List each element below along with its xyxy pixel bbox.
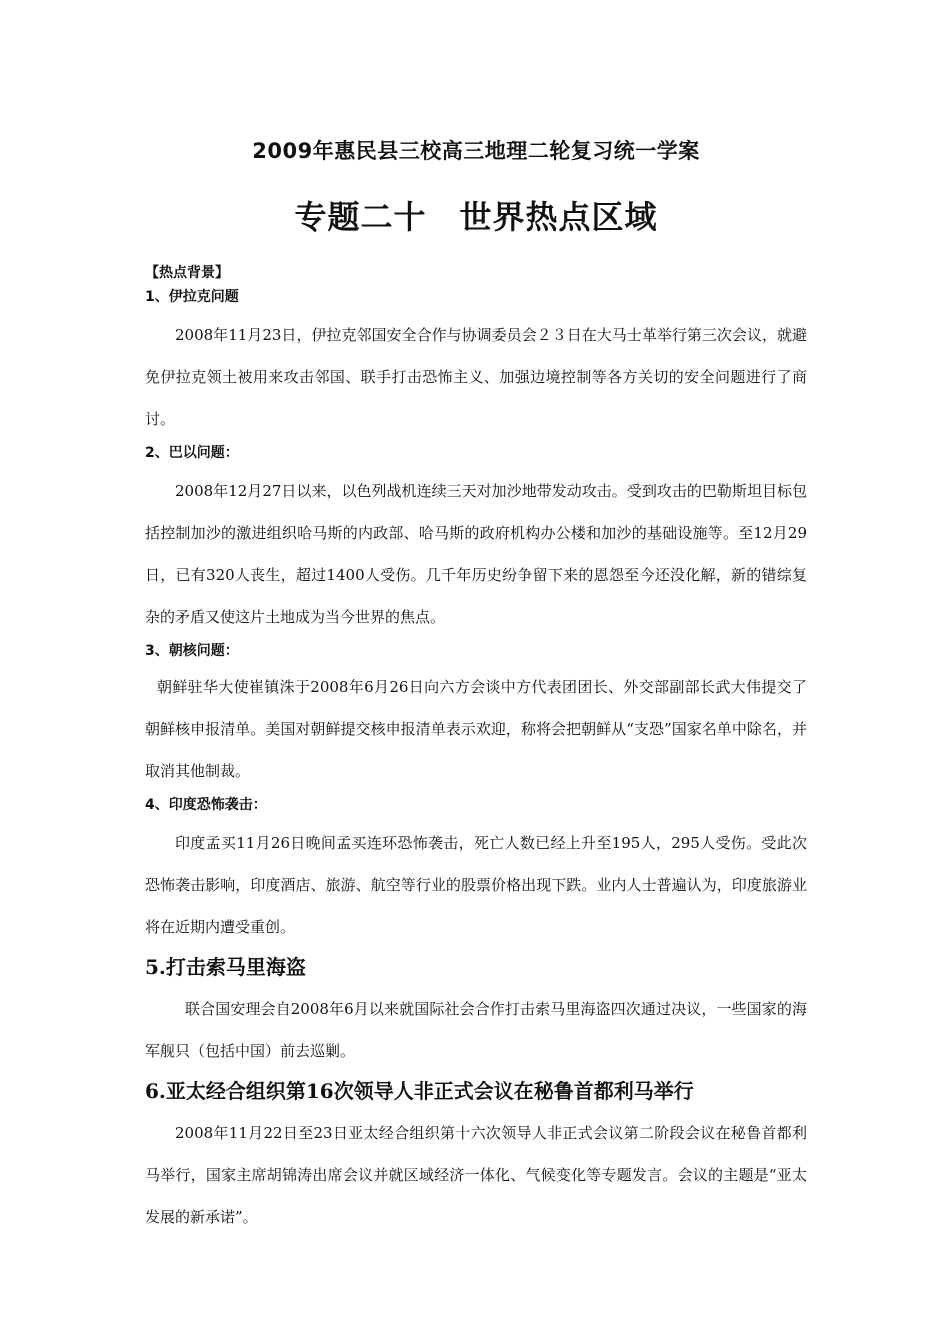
document-title: 2009年惠民县三校高三地理二轮复习统一学案 bbox=[252, 139, 700, 163]
section-palestine-israel bbox=[145, 442, 807, 638]
section-heading: 2、巴以问题： bbox=[145, 445, 239, 461]
document-subtitle: 专题二十 世界热点区域 bbox=[294, 198, 658, 236]
section-body: 朝鲜驻华大使崔镇洙于2008年6月26日向六方会谈中方代表团团长、外交部副部长武大伟提交了朝鲜核申报清单。美国对朝鲜提交核申报清单表示欢迎，称将会把朝鲜从“支恐”国家名单中除名，并取消其他制裁。 bbox=[145, 678, 807, 780]
section-north-korea bbox=[145, 640, 807, 792]
section-iraq bbox=[145, 286, 807, 440]
section-heading: 3、朝核问题： bbox=[145, 643, 239, 659]
section-somali-pirates bbox=[145, 950, 807, 1072]
section-body: 2008年12月27日以来，以色列战机连续三天对加沙地带发动攻击。受到攻击的巴勒斯坦目标包括控制加沙的激进组织哈马斯的内政部、哈马斯的政府机构办公楼和加沙的基础设施等。至12月29日，已有320人丧生，超过1400人受伤。几千年历史纷争留下来的恩怨至今还没化解，新的错综复杂的矛盾又使这片土地成为当今世界的焦点。 bbox=[145, 482, 807, 626]
section-heading: 1、伊拉克问题 bbox=[145, 289, 239, 305]
section-heading: 5.打击索马里海盗 bbox=[145, 955, 306, 979]
section-body: 2008年11月22日至23日亚太经合组织第十六次领导人非正式会议第二阶段会议在秘鲁首都利马举行，国家主席胡锦涛出席会议并就区域经济一体化、气候变化等专题发言。会议的主题是“亚太发展的新承诺”。 bbox=[145, 1124, 807, 1226]
section-body: 联合国安理会自2008年6月以来就国际社会合作打击索马里海盗四次通过决议，一些国家的海军舰只（包括中国）前去巡剿。 bbox=[145, 1000, 807, 1060]
section-india-attack bbox=[145, 794, 807, 948]
section-body: 2008年11月23日，伊拉克邻国安全合作与协调委员会２３日在大马士革举行第三次会议，就避免伊拉克领土被用来攻击邻国、联手打击恐怖主义、加强边境控制等各方关切的安全问题进行了商讨。 bbox=[145, 326, 807, 428]
section-heading: 6.亚太经合组织第16次领导人非正式会议在秘鲁首都利马举行 bbox=[145, 1079, 694, 1103]
section-label: 【热点背景】 bbox=[145, 265, 229, 281]
section-body: 印度孟买11月26日晚间孟买连环恐怖袭击，死亡人数已经上升至195人，295人受伤。受此次恐怖袭击影响，印度酒店、旅游、航空等行业的股票价格出现下跌。业内人士普遍认为，印度旅游业将在近期内遭受重创。 bbox=[145, 834, 807, 936]
section-heading: 4、印度恐怖袭击： bbox=[145, 797, 267, 813]
section-apec bbox=[145, 1074, 807, 1238]
document-content bbox=[145, 134, 807, 1238]
